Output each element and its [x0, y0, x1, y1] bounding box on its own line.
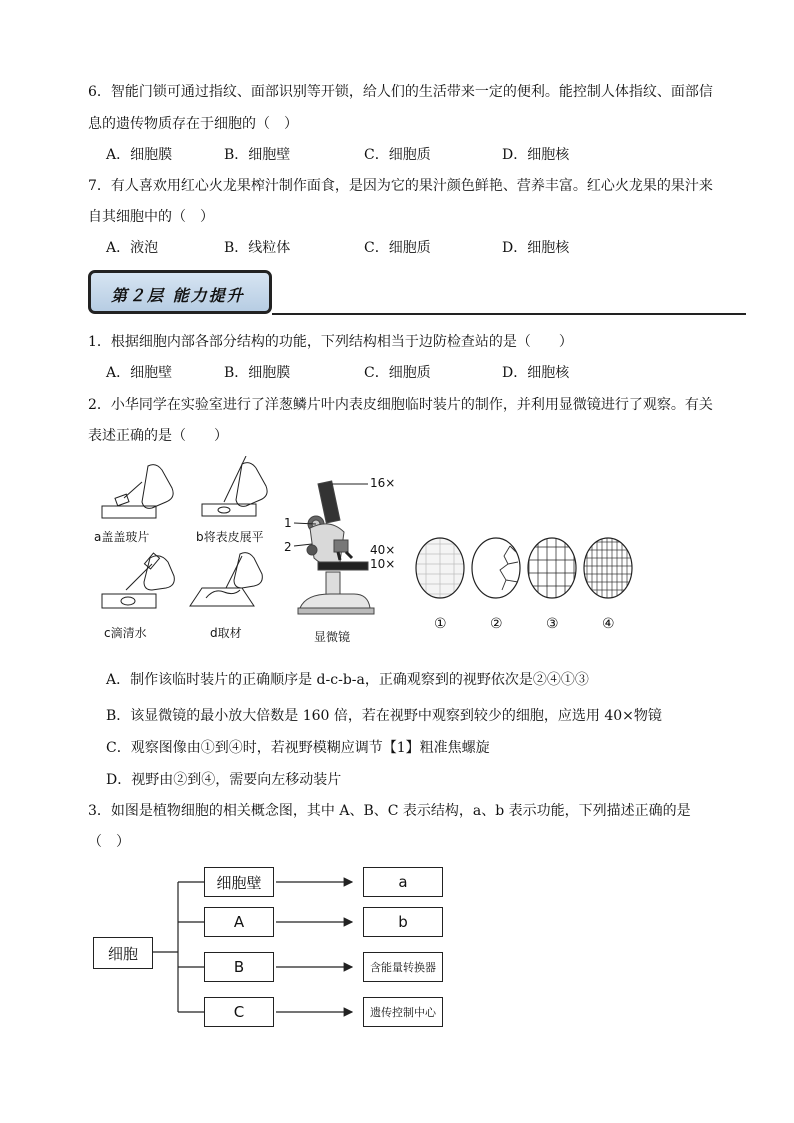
diagram-root-cell: 细胞	[93, 937, 153, 969]
slide-preparation-figure	[90, 456, 280, 646]
q7-stem-line2: 自其细胞中的（ ）	[88, 209, 214, 225]
view-1-label: ①	[434, 616, 447, 632]
p2-option-c[interactable]: C．观察图像由①到④时，若视野模糊应调节【1】粗准焦螺旋	[106, 740, 490, 756]
q7-option-d[interactable]: D．细胞核	[502, 240, 570, 256]
p2-stem-line1: 2．小华同学在实验室进行了洋葱鳞片叶内表皮细胞临时装片的制作，并利用显微镜进行了观察。有关	[88, 397, 713, 413]
p2-stem-line2: 表述正确的是（ ）	[88, 428, 228, 444]
view-4-label: ④	[602, 616, 615, 632]
step-d-label: d取材	[210, 626, 242, 640]
q7-option-c[interactable]: C．细胞质	[364, 240, 431, 256]
view-1	[416, 538, 464, 598]
q6-stem-line1: 6．智能门锁可通过指纹、面部识别等开锁，给人们的生活带来一定的便利。能控制人体指纹、面部信	[88, 84, 713, 100]
p2-option-b[interactable]: B．该显微镜的最小放大倍数是 160 倍，若在视野中观察到较少的细胞，应选用 40×物镜	[106, 708, 662, 724]
p3-stem-line1: 3．如图是植物细胞的相关概念图，其中 A、B、C 表示结构，a、b 表示功能，下列描述正确的是	[88, 803, 691, 819]
view-2-label: ②	[490, 616, 503, 632]
q7-option-a[interactable]: A．液泡	[106, 240, 159, 256]
q7-option-b[interactable]: B．线粒体	[224, 240, 291, 256]
diagram-structure-a: A	[204, 907, 274, 937]
section-banner	[88, 270, 272, 314]
diagram-structure-c: C	[204, 997, 274, 1027]
objective-high-label: 40×	[370, 543, 396, 557]
p1-option-b[interactable]: B．细胞膜	[224, 365, 291, 381]
view-2	[472, 538, 520, 598]
part-2-label: 2	[284, 540, 292, 554]
diagram-structure-b: B	[204, 952, 274, 982]
q6-stem-line2: 息的遗传物质存在于细胞的（ ）	[88, 116, 298, 132]
p1-option-a[interactable]: A．细胞壁	[106, 365, 173, 381]
step-c-label: c滴清水	[104, 626, 147, 640]
diagram-function-a: a	[363, 867, 443, 897]
view-4	[584, 538, 632, 598]
view-3	[528, 538, 576, 598]
q6-option-a[interactable]: A．细胞膜	[106, 147, 173, 163]
diagram-function-genetic-control: 遗传控制中心	[363, 997, 443, 1027]
diagram-function-energy: 含能量转换器	[363, 952, 443, 982]
part-1-label: 1	[284, 516, 292, 530]
p1-stem: 1．根据细胞内部各部分结构的功能，下列结构相当于边防检查站的是（ ）	[88, 334, 573, 350]
objective-low-label: 10×	[370, 557, 396, 571]
section-divider	[272, 313, 746, 315]
microscope-label: 显微镜	[314, 630, 351, 644]
step-a-label: a盖盖玻片	[94, 530, 150, 544]
diagram-structure-cell-wall: 细胞壁	[204, 867, 274, 897]
step-b-label: b将表皮展平	[196, 530, 264, 544]
eyepiece-label: 16×	[370, 476, 396, 490]
section-title: 第２层 能力提升	[111, 286, 245, 305]
p3-stem-line2: （ ）	[88, 834, 130, 850]
p1-option-d[interactable]: D．细胞核	[502, 365, 570, 381]
p2-option-d[interactable]: D．视野由②到④，需要向左移动装片	[106, 772, 342, 788]
microscope-views	[412, 534, 636, 604]
q7-stem-line1: 7．有人喜欢用红心火龙果榨汁制作面食，是因为它的果汁颜色鲜艳、营养丰富。红心火龙果的果汁来	[88, 178, 713, 194]
part-pointer-lines	[292, 518, 332, 548]
q6-option-c[interactable]: C．细胞质	[364, 147, 431, 163]
view-3-label: ③	[546, 616, 559, 632]
q6-option-d[interactable]: D．细胞核	[502, 147, 570, 163]
p2-option-a[interactable]: A．制作该临时装片的正确顺序是 d-c-b-a，正确观察到的视野依次是②④①③	[106, 672, 589, 688]
p1-option-c[interactable]: C．细胞质	[364, 365, 431, 381]
diagram-function-b: b	[363, 907, 443, 937]
q6-option-b[interactable]: B．细胞壁	[224, 147, 291, 163]
